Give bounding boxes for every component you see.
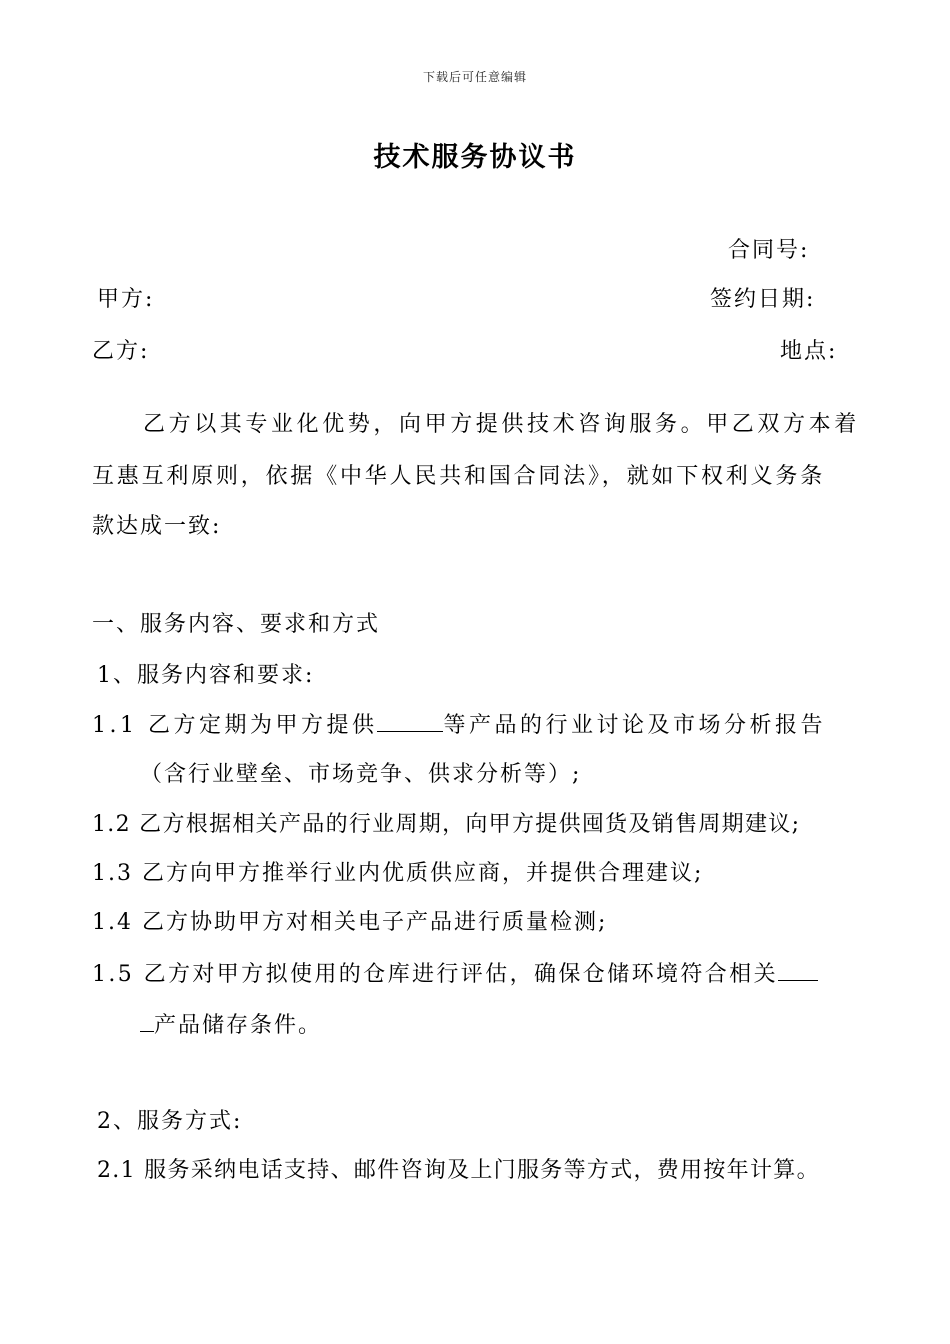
item-1-5	[92, 958, 818, 990]
item-1-1-text-a: 1.1 乙方定期为甲方提供	[92, 713, 378, 738]
sign-date-label: 签约日期:	[710, 287, 816, 312]
item-1-3: 1.3 乙方向甲方推举行业内优质供应商，并提供合理建议;	[92, 861, 704, 886]
contract-number-label: 合同号:	[728, 238, 810, 263]
intro-line-1: 乙方以其专业化优势，向甲方提供技术咨询服务。甲乙双方本着	[143, 412, 860, 437]
intro-line-3: 款达成一致:	[92, 514, 222, 539]
item-1-4: 1.4 乙方协助甲方对相关电子产品进行质量检测;	[92, 910, 608, 935]
item-1-1	[92, 709, 826, 741]
item-1-5-blank[interactable]	[778, 958, 818, 981]
header-note: 下载后可任意编辑	[422, 70, 527, 84]
subsection-1-heading: 1、服务内容和要求:	[97, 663, 315, 688]
party-b-label: 乙方:	[92, 339, 150, 364]
item-1-5-continuation-text: 产品储存条件。	[154, 1013, 323, 1038]
location-label: 地点:	[780, 339, 838, 364]
subsection-2-heading: 2、服务方式:	[97, 1109, 243, 1134]
item-2-1: 2.1 服务采纳电话支持、邮件咨询及上门服务等方式，费用按年计算。	[97, 1158, 820, 1183]
document-title: 技术服务协议书	[373, 142, 577, 173]
item-1-1-continuation: （含行业壁垒、市场竞争、供求分析等）;	[140, 762, 582, 787]
item-1-2: 1.2 乙方根据相关产品的行业周期，向甲方提供囤货及销售周期建议;	[92, 812, 801, 837]
party-a-label: 甲方:	[97, 287, 155, 312]
item-1-1-blank[interactable]	[377, 709, 443, 732]
item-1-5-blank-cont[interactable]	[140, 1009, 154, 1032]
item-1-5-text: 1.5 乙方对甲方拟使用的仓库进行评估，确保仓储环境符合相关	[92, 962, 778, 987]
item-1-5-continuation	[140, 1009, 322, 1041]
item-1-1-text-b: 等产品的行业讨论及市场分析报告	[443, 713, 826, 738]
section-1-heading: 一、服务内容、要求和方式	[92, 612, 381, 637]
intro-line-2: 互惠互利原则，依据《中华人民共和国合同法》，就如下权利义务条	[92, 464, 826, 489]
